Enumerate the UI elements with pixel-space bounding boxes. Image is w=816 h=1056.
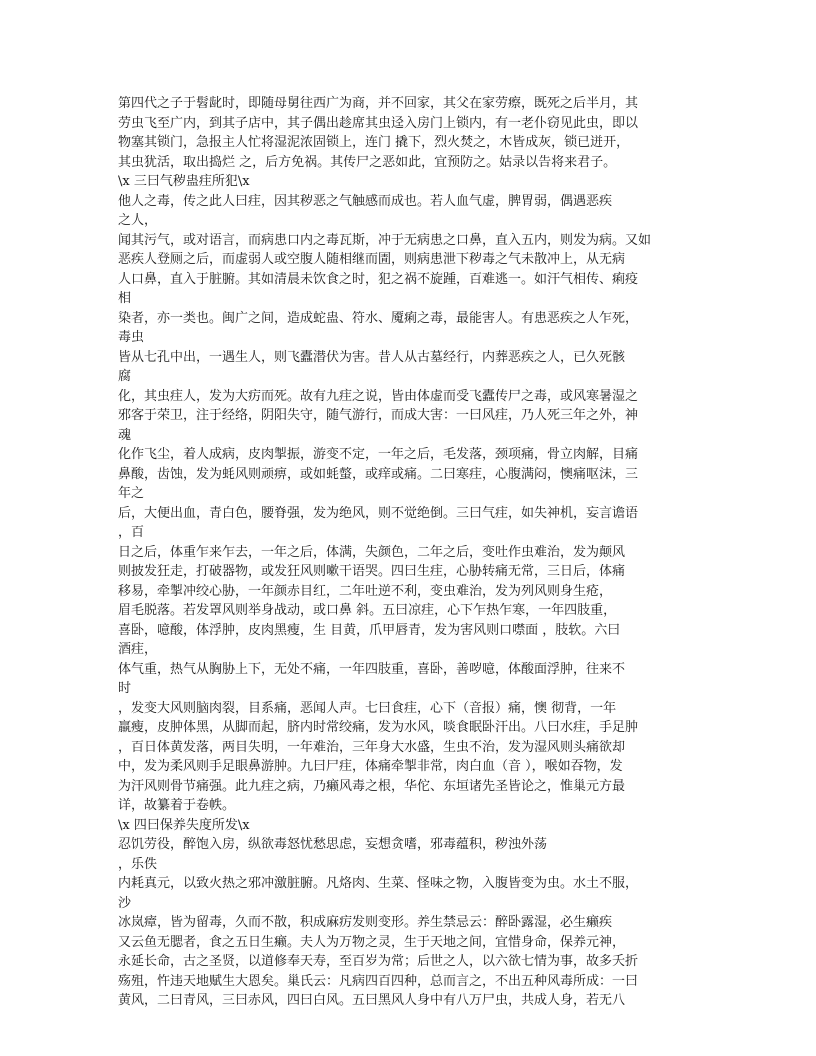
text-line: 又云鱼无腮者，食之五日生癞。夫人为万物之灵，生于天地之间，宜惜身命，保养元神，: [118, 934, 626, 950]
text-line: 皆从七孔中出，一遇生人，则飞蠹潜伏为害。昔人从古墓经行，内葬恶疾之人，已久死骸: [118, 349, 626, 365]
section-heading: \x 四曰保养失度所发\x: [118, 817, 250, 833]
text-line: 第四代之子于髫龀时，即随母舅往西广为商，并不回家，其父在家劳瘵，既死之后半月，其: [118, 96, 639, 111]
text-line: 眉毛脱落。若发罩风则举身战动，或口鼻 斜。五曰凉疰，心下乍热乍寒，一年四肢重，: [118, 603, 617, 618]
section-heading: \x 三曰气秽蛊疰所犯\x: [118, 174, 250, 189]
text-line: 魂: [118, 427, 132, 443]
text-line: 日之后，体重乍来乍去，一年之后，体满，失颜色，二年之后，变吐作虫难治，发为颠风: [118, 544, 626, 560]
text-line: 鼻酸，齿蚀，发为蚝风则顽痹，或如蚝螫，或痒或痛。二曰寒疰，心腹满闷，懊痛呕沫，三: [118, 466, 639, 482]
text-line: ，乐佚: [118, 856, 158, 872]
text-line: 物塞其锁门，急报主人忙将湿泥浓固锁上，连门 撬下，烈火焚之，木皆成灰，锁已迸开，: [118, 135, 630, 150]
text-line: 相: [118, 291, 132, 306]
text-line: 腐: [118, 369, 132, 384]
text-line: 化，其虫疰人，发为大疠而死。故有九疰之说，皆由体虚而受飞蠹传尸之毒，或风寒暑湿之: [118, 388, 639, 404]
text-line: 羸瘦，皮肿体黑，从脚而起，脐内时常绞痛，发为水风，啖食眠卧汗出。八曰水疰，手足肿: [118, 720, 639, 735]
text-line: 沙: [118, 895, 132, 911]
text-line: 中，发为柔风则手足眼鼻游肿。九曰尸疰，体痛牵掣非常，肉白血（音 ），喉如吞物，发: [118, 759, 623, 774]
text-line: 酒疰，: [118, 642, 158, 657]
text-line: 邪客于荣卫，注于经络，阴阳失守，随气游行，而成大害：一曰风疰，乃人死三年之外，神: [118, 408, 639, 423]
text-line: 之人，: [118, 213, 158, 228]
text-line: 染者，亦一类也。闽广之间，造成蛇蛊、符水、魇痢之毒，最能害人。有患恶疾之人乍死，: [118, 310, 639, 326]
text-line: 其虫犹活，取出捣烂 之，后方免祸。其传尸之恶如此，宜预防之。姑录以告将来君子。: [118, 154, 617, 170]
text-line: 则披发狂走，打破器物，或发狂风则嗽干语哭。四曰生疰，心胁转痛无常，三日后，体痛: [118, 564, 626, 579]
text-line: ，百日体黄发落，两目失明，一年难治，三年身大水盛，生虫不治，发为湿风则头痛欲却: [118, 739, 626, 755]
text-line: 时: [118, 681, 132, 696]
text-line: 冰岚瘴，皆为留毒，久而不散，积成麻疠发则变形。养生禁忌云：醉卧露湿，必生癞疾: [118, 915, 613, 930]
text-line: 体气重，热气从胸胁上下，无处不痛，一年四肢重，喜卧，善哕噫，体酸面浮肿，往来不: [118, 661, 626, 677]
text-line: 毒虫: [118, 330, 145, 345]
text-line: 移易，牵掣冲绞心胁，一年颜赤目红，二年吐逆不利，变虫难治，发为列风则身生疮，: [118, 583, 613, 599]
text-line: 黄风，二曰青风，三曰赤风，四曰白风。五曰黑风人身中有八万尸虫，共成人身，若无八: [118, 993, 626, 1008]
text-line: 内耗真元，以致火热之邪冲激脏腑。凡烙肉、生菜、怪味之物，入腹皆变为虫。水土不服，: [118, 876, 639, 891]
text-line: ，发变大风则脑肉裂，目系痛，恶闻人声。七曰食疰，心下（音报）痛，懊 彻背，一年: [118, 700, 617, 716]
text-line: 后，大便出血，青白色，腰脊强，发为绝风，则不觉绝倒。三曰气疰，如失神机，妄言谵语: [118, 505, 639, 521]
text-line: 忍饥劳役，醉饱入房，纵欲毒怒忧愁思虑，妄想贪嗜，邪毒蕴积，秽浊外荡: [118, 837, 548, 852]
text-line: ，百: [118, 525, 145, 540]
text-line: 永延长命，古之圣贤，以道修奉天寿，至百岁为常；后世之人，以六欲七情为事，故多夭折: [118, 954, 639, 969]
text-line: 劳虫飞至广内，到其子店中，其子偶出趁席其虫迳入房门上锁内，有一老仆窃见此虫，即以: [118, 115, 639, 131]
text-line: 为汗风则骨节痛强。此九疰之病，乃癞风毒之根，华佗、东垣诸先圣皆论之，惟巢元方最: [118, 778, 626, 794]
text-line: 闻其污气，或对语言，而病患口内之毒瓦斯，冲于无病患之口鼻，直入五内，则发为病。又如: [118, 232, 652, 248]
text-line: 喜卧，噫酸，体浮肿，皮肉黑瘦，生 目黄，爪甲唇青，发为害风则口噤面 ，肢软。六曰: [118, 622, 621, 638]
text-line: 他人之毒，传之此人曰疰，因其秽恶之气触感而成也。若人血气虚，脾胃弱，偶遇恶疾: [118, 193, 613, 209]
document-page: [118, 94, 698, 1011]
text-line: 人口鼻，直入于脏腑。其如清晨未饮食之时，犯之祸不旋踵，百难逃一。如汗气相传、痢疫: [118, 271, 639, 287]
text-line: 殇殂，忤违天地赋生大恩矣。巢氏云：凡病四百四种，总而言之，不出五种风毒所成：一曰: [118, 973, 639, 989]
text-line: 化作飞尘，着人成病，皮肉掣振，游变不定，一年之后，毛发落，颈项痛，骨立肉解，目痛: [118, 447, 639, 462]
text-line: 恶疾人登厕之后，而虚弱人或空腹人随相继而圊，则病患泄下秽毒之气未散冲上，从无病: [118, 252, 626, 267]
text-line: 详，故纂着于卷帙。: [118, 798, 236, 813]
text-line: 年之: [118, 486, 145, 501]
